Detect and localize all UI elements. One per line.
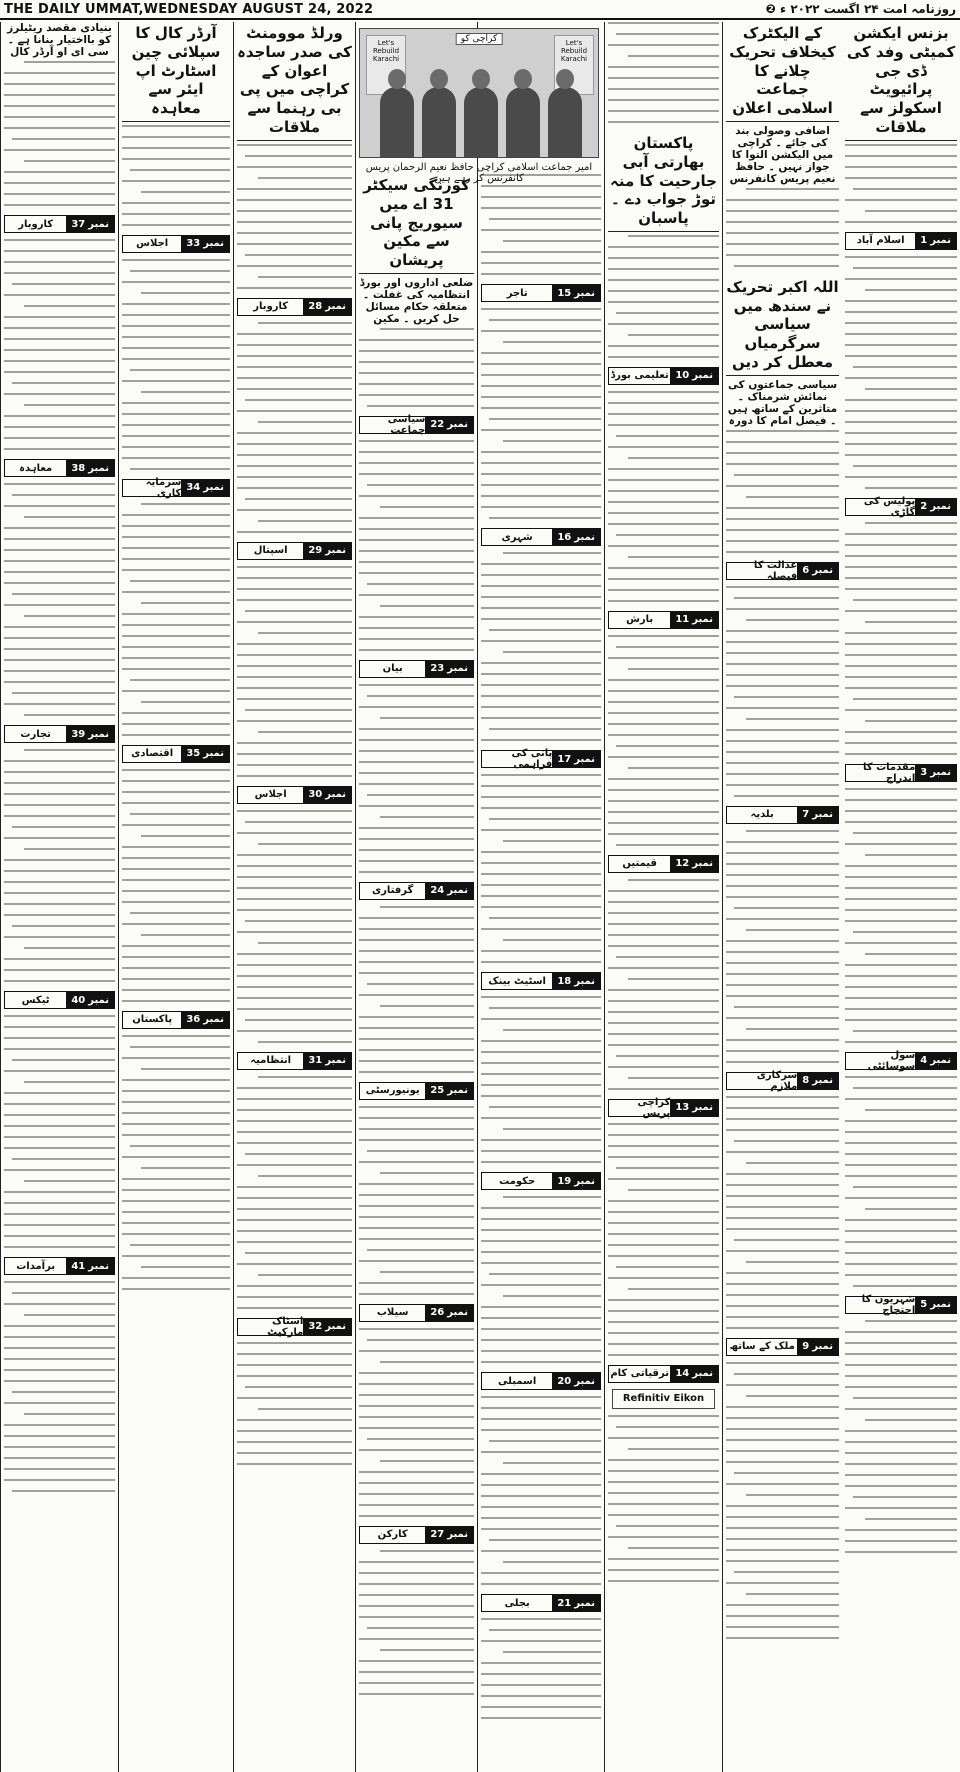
section-number (670, 612, 718, 628)
section-title: اسٹیٹ بینک (488, 975, 546, 987)
section-number-value: 30 (308, 789, 323, 800)
section-number-value: 19 (557, 1175, 572, 1187)
article-text (726, 1362, 839, 1639)
section-number (66, 1258, 114, 1274)
section-title: معاہدہ (19, 462, 53, 474)
article-text (481, 174, 601, 275)
section-number-value: 10 (675, 370, 690, 382)
section-title: سول سوسائٹی (867, 1049, 916, 1072)
section-number-value: 28 (308, 301, 323, 312)
article-text (4, 1015, 115, 1248)
article-text (481, 552, 601, 741)
press-conference-photo-block (359, 24, 599, 188)
section-label (237, 786, 352, 804)
section-number (66, 726, 114, 742)
section-number-word: نمبر (447, 1307, 468, 1319)
section-number (670, 856, 718, 872)
headline: اللہ اکبر تحریک نے سندھ میں سیاسی سرگرمیاں معطل کر دیں (726, 276, 839, 376)
section-label (845, 1293, 957, 1316)
section-title: ملک کے ساتھ (729, 1341, 795, 1352)
section-number (425, 417, 473, 433)
article-text (237, 566, 352, 777)
section-number-word: نمبر (88, 728, 109, 740)
section-title: اسلام آباد (856, 235, 905, 246)
section-number-value: 13 (675, 1102, 690, 1114)
article-text (4, 1281, 115, 1492)
section-title: ٹیکس (21, 994, 50, 1006)
article-text (481, 1618, 601, 1719)
section-title: پانی کی فراہمی (511, 748, 553, 770)
section-number-value: 15 (557, 287, 572, 299)
section-number-word: نمبر (574, 1597, 595, 1609)
section-title: تاجر (506, 287, 528, 299)
section-title: پاکستان (132, 1014, 173, 1026)
section-number-value: 37 (71, 218, 86, 230)
section-number-value: 34 (186, 482, 201, 494)
section-label (726, 1069, 839, 1092)
section-title: کاروبار (253, 301, 289, 312)
photo-banner: Let's Rebuild Karachi (554, 35, 594, 95)
section-number-value: 22 (430, 419, 445, 431)
section-title: بجلی (504, 1597, 530, 1609)
section-label (237, 542, 352, 560)
section-title: اجلاس (136, 238, 169, 250)
section-number (181, 746, 229, 762)
news-column-6 (233, 22, 355, 1772)
section-label (4, 991, 115, 1009)
section-number (303, 1053, 351, 1069)
section-number-word: نمبر (574, 531, 595, 543)
section-number-value: 1 (920, 235, 928, 246)
section-number-word: نمبر (812, 1075, 833, 1086)
article-text (359, 906, 474, 1073)
section-number-word: نمبر (203, 1014, 224, 1026)
section-label (481, 1372, 601, 1390)
section-title: سیاسی جماعت (387, 413, 426, 436)
section-label (481, 284, 601, 302)
news-column-3 (604, 22, 722, 1772)
section-number-word: نمبر (203, 482, 224, 494)
section-title: پولیس کی گاڑی (863, 495, 916, 518)
section-number-word: نمبر (325, 789, 346, 800)
article-text (122, 125, 230, 226)
section-title: سیلاب (376, 1307, 409, 1319)
section-number-word: نمبر (812, 1341, 833, 1352)
subheadline: بنیادی مقصد ریٹیلرز کو بااختیار بنانا ہے ۔ سی ای او آرڈر کال (7, 22, 112, 58)
section-number (915, 1053, 956, 1069)
section-number-value: 32 (308, 1321, 323, 1332)
masthead-english-title: THE DAILY UMMAT,WEDNESDAY AUGUST 24, 2022 (4, 1, 374, 17)
section-number (303, 299, 351, 315)
section-number (797, 1339, 838, 1355)
section-number (425, 1527, 473, 1543)
section-number-value: 6 (802, 565, 810, 576)
article-text (608, 22, 719, 123)
section-number-word: نمبر (88, 994, 109, 1006)
section-number-word: نمبر (88, 1260, 109, 1272)
section-number-word: نمبر (203, 238, 224, 250)
section-number (670, 1366, 718, 1382)
section-label (608, 1365, 719, 1383)
section-number-value: 2 (920, 501, 928, 512)
section-label (237, 298, 352, 316)
section-number-value: 35 (186, 748, 201, 760)
section-title: اسپتال (253, 545, 288, 556)
section-title: تجارت (20, 728, 51, 740)
section-number (552, 1595, 600, 1611)
section-title: حکومت (499, 1175, 536, 1187)
section-title: قیمتیں (622, 858, 657, 870)
section-title: شہریوں کا احتجاج (861, 1293, 916, 1316)
article-text (122, 503, 230, 736)
subheadline: سیاسی جماعتوں کی نمائش شرمناک ۔ متاثرین کے ساتھ ہیں ۔ فیصل امام کا دورہ (727, 378, 838, 427)
section-number (303, 787, 351, 803)
section-number-word: نمبر (447, 1529, 468, 1541)
section-number (552, 751, 600, 767)
section-number (66, 216, 114, 232)
section-number-value: 27 (430, 1529, 445, 1541)
section-number-value: 21 (557, 1597, 572, 1609)
article-text (726, 1096, 839, 1329)
section-label (608, 1096, 719, 1119)
section-number (915, 499, 956, 515)
section-number-value: 16 (557, 531, 572, 543)
article-text (845, 256, 957, 489)
article-text (4, 239, 115, 450)
section-number (181, 480, 229, 496)
section-number-word: نمبر (692, 614, 713, 626)
article-text (481, 996, 601, 1163)
section-number-word: نمبر (447, 663, 468, 675)
section-label (726, 559, 839, 582)
section-number (303, 543, 351, 559)
section-number-word: نمبر (692, 858, 713, 870)
headline: ورلڈ موومنٹ کی صدر ساجدہ اعوان کے کراچی میں پی بی رہنما سے ملاقات (237, 22, 352, 141)
section-label (237, 1315, 352, 1338)
section-number-value: 9 (802, 1341, 810, 1352)
section-title: سرکاری ملازم (756, 1069, 798, 1092)
article-text (845, 1076, 957, 1287)
press-conference-photo (359, 28, 599, 158)
news-column-1 (842, 22, 960, 1772)
section-title: اجلاس (254, 789, 287, 800)
section-number-word: نمبر (88, 462, 109, 474)
news-column-4 (477, 22, 604, 1772)
section-title: سرمایہ کاری (145, 476, 182, 499)
section-number (425, 1083, 473, 1099)
masthead (0, 0, 960, 20)
section-number-word: نمبر (88, 218, 109, 230)
section-number (552, 285, 600, 301)
section-number-value: 7 (802, 809, 810, 820)
section-title: ترقیاتی کام (610, 1368, 669, 1380)
section-label (845, 761, 957, 784)
article-text (608, 391, 719, 602)
section-number-word: نمبر (930, 767, 951, 778)
section-number-word: نمبر (574, 287, 595, 299)
section-label (359, 1304, 474, 1322)
section-label (359, 1526, 474, 1544)
section-title: اقتصادی (131, 748, 174, 760)
section-label (845, 495, 957, 518)
section-number-value: 25 (430, 1085, 445, 1097)
article-text (726, 586, 839, 797)
article-text (359, 440, 474, 651)
article-text (845, 522, 957, 755)
section-number (552, 973, 600, 989)
section-label (122, 476, 230, 499)
section-label (481, 1172, 601, 1190)
section-label (726, 806, 839, 824)
section-number-word: نمبر (325, 545, 346, 556)
section-number-word: نمبر (574, 1375, 595, 1387)
section-title: کراچی پریس (637, 1096, 671, 1119)
section-number-word: نمبر (930, 235, 951, 246)
article-text (359, 1550, 474, 1695)
section-number-word: نمبر (812, 809, 833, 820)
subheadline: ضلعی اداروں اور بورڈ انتظامیہ کی غفلت ۔ متعلقہ حکام مسائل حل کریں ۔ مکین (359, 276, 474, 325)
section-number-word: نمبر (574, 753, 595, 765)
section-number-word: نمبر (930, 501, 951, 512)
section-title: گرفتاری (371, 885, 414, 897)
photo-person (548, 87, 582, 157)
section-number-value: 24 (430, 885, 445, 897)
section-number-word: نمبر (812, 565, 833, 576)
section-number (425, 883, 473, 899)
section-title: یونیورسٹی (365, 1085, 420, 1097)
section-title: کاروبار (18, 218, 54, 230)
section-label (608, 367, 719, 385)
article-text (122, 1035, 230, 1290)
section-label (359, 882, 474, 900)
section-title: شہری (501, 531, 533, 543)
section-number-word: نمبر (692, 1102, 713, 1114)
photo-banner: Let's Rebuild Karachi (366, 35, 406, 95)
headline: پاکستان بھارتی آبی جارحیت کا منہ توڑ جواب دے ۔ پاسبان (608, 132, 719, 232)
photo-person (422, 87, 456, 157)
section-number-value: 41 (71, 1260, 86, 1272)
section-label (481, 750, 601, 768)
headline: کے الیکٹرک کیخلاف تحریک چلانے کا جماعت اسلامی اعلان (726, 22, 839, 122)
section-number-word: نمبر (325, 301, 346, 312)
section-number (915, 1297, 956, 1313)
section-label (608, 855, 719, 873)
news-column-5 (355, 22, 477, 1772)
article-text (359, 328, 474, 407)
article-text (726, 188, 839, 267)
section-number-value: 39 (71, 728, 86, 740)
section-title: برآمدات (16, 1260, 56, 1272)
section-number (425, 1305, 473, 1321)
section-title: بلدیہ (750, 809, 774, 820)
section-number-word: نمبر (325, 1321, 346, 1332)
section-number-word: نمبر (203, 748, 224, 760)
section-number-word: نمبر (574, 1175, 595, 1187)
section-number (66, 460, 114, 476)
article-text (608, 1123, 719, 1356)
section-label (4, 725, 115, 743)
section-number-word: نمبر (325, 1055, 346, 1066)
article-text (122, 259, 230, 470)
section-number (181, 1012, 229, 1028)
section-label (122, 235, 230, 253)
article-text (845, 1320, 957, 1553)
section-label (726, 1338, 839, 1356)
section-label (845, 1049, 957, 1072)
section-number (797, 1073, 838, 1089)
section-number-word: نمبر (447, 885, 468, 897)
section-number-value: 38 (71, 462, 86, 474)
section-number-word: نمبر (930, 1055, 951, 1066)
section-number-value: 33 (186, 238, 201, 250)
section-number-value: 11 (675, 614, 690, 626)
section-number (66, 992, 114, 1008)
section-number-value: 3 (920, 767, 928, 778)
section-number (797, 563, 838, 579)
section-label (359, 413, 474, 436)
article-text (608, 635, 719, 846)
article-text (481, 1196, 601, 1363)
section-label (481, 528, 601, 546)
article-text (726, 830, 839, 1063)
section-number-value: 40 (71, 994, 86, 1006)
section-number-word: نمبر (574, 975, 595, 987)
section-title: تعلیمی بورڈ (610, 370, 669, 382)
article-text (237, 144, 352, 289)
section-number (915, 765, 956, 781)
section-number (797, 807, 838, 823)
section-number (915, 233, 956, 249)
news-column-8 (0, 22, 118, 1772)
section-number-value: 14 (675, 1368, 690, 1380)
article-text (237, 1342, 352, 1465)
section-title: بیان (382, 663, 403, 675)
masthead-urdu-title: روزنامہ امت ۲۴ اگست ۲۰۲۲ ء ❷ (765, 2, 956, 16)
section-number-value: 36 (186, 1014, 201, 1026)
headline: کورنگی سیکٹر 31 اے میں سیوریج پانی سے مکین پریشان (359, 174, 474, 274)
article-text (4, 749, 115, 982)
section-number (552, 1373, 600, 1389)
section-title: بارش (626, 614, 654, 626)
section-number (552, 529, 600, 545)
section-number-value: 4 (920, 1055, 928, 1066)
section-title: انتظامیہ (250, 1055, 292, 1066)
news-column-7 (118, 22, 233, 1772)
section-title: اسمبلی (498, 1375, 537, 1387)
section-number (670, 368, 718, 384)
section-number-word: نمبر (447, 419, 468, 431)
section-number-word: نمبر (692, 1368, 713, 1380)
section-number-value: 29 (308, 545, 323, 556)
photo-caption: امیر جماعت اسلامی کراچی حافظ نعیم الرحمان پریس کانفرنس کر رہے ہیں (365, 162, 593, 184)
section-number-value: 26 (430, 1307, 445, 1319)
section-label (845, 232, 957, 250)
refinitiv-logo: Refinitiv Eikon (612, 1389, 715, 1409)
section-number (552, 1173, 600, 1189)
section-number-value: 8 (802, 1075, 810, 1086)
photo-person (380, 87, 414, 157)
section-label (4, 459, 115, 477)
subheadline: اضافی وصولی بند کی جائے ۔ کراچی میں الیکشن التوا کا جواز نہیں ۔ حافظ نعیم پریس کانفرنس (729, 124, 836, 185)
article-text (608, 879, 719, 1090)
section-label (359, 660, 474, 678)
section-label (237, 1052, 352, 1070)
article-text (4, 483, 115, 716)
section-number-word: نمبر (447, 1085, 468, 1097)
section-number-value: 12 (675, 858, 690, 870)
article-text (237, 810, 352, 1043)
section-number-word: نمبر (692, 370, 713, 382)
section-number-value: 20 (557, 1375, 572, 1387)
columns-container (0, 22, 960, 1772)
article-text (122, 769, 230, 1002)
section-label (122, 1011, 230, 1029)
section-number (303, 1319, 351, 1335)
section-number (181, 236, 229, 252)
section-title: اسٹاک مارکیٹ (267, 1315, 304, 1338)
article-text (845, 144, 957, 223)
section-number-value: 5 (920, 1299, 928, 1310)
section-title: مقدمات کا اندراج (863, 761, 916, 784)
section-number-word: نمبر (930, 1299, 951, 1310)
headline: بزنس ایکشن کمیٹی وفد کی ڈی جی پرائیویٹ اسکولز سے ملاقات (845, 22, 957, 141)
article-text (481, 1396, 601, 1585)
section-label (481, 1594, 601, 1612)
photo-person (506, 87, 540, 157)
article-text (845, 788, 957, 1043)
section-label (481, 972, 601, 990)
article-text (4, 61, 115, 206)
headline: آرڈر کال کا سپلائی چین اسٹارٹ اپ ایئر سے معاہدہ (122, 22, 230, 122)
section-label (4, 215, 115, 233)
article-text (481, 774, 601, 963)
section-title: عدالت کا فیصلہ (753, 559, 798, 582)
article-text (237, 1076, 352, 1309)
section-number (425, 661, 473, 677)
section-label (359, 1082, 474, 1100)
photo-person (464, 87, 498, 157)
section-title: کارکن (377, 1529, 408, 1541)
article-text (359, 684, 474, 873)
section-number-value: 23 (430, 663, 445, 675)
article-text (608, 1415, 719, 1582)
article-text (359, 1106, 474, 1295)
article-text (359, 1328, 474, 1517)
article-text (237, 322, 352, 533)
section-label (608, 611, 719, 629)
photo-backdrop-text: کراچی کو (456, 33, 503, 45)
section-label (4, 1257, 115, 1275)
section-number-value: 31 (308, 1055, 323, 1066)
news-column-2 (722, 22, 842, 1772)
section-number-value: 17 (557, 753, 572, 765)
article-text (608, 235, 719, 358)
section-label (122, 745, 230, 763)
article-text (481, 308, 601, 519)
section-number-value: 18 (557, 975, 572, 987)
section-number (670, 1100, 718, 1116)
article-text (726, 430, 839, 553)
